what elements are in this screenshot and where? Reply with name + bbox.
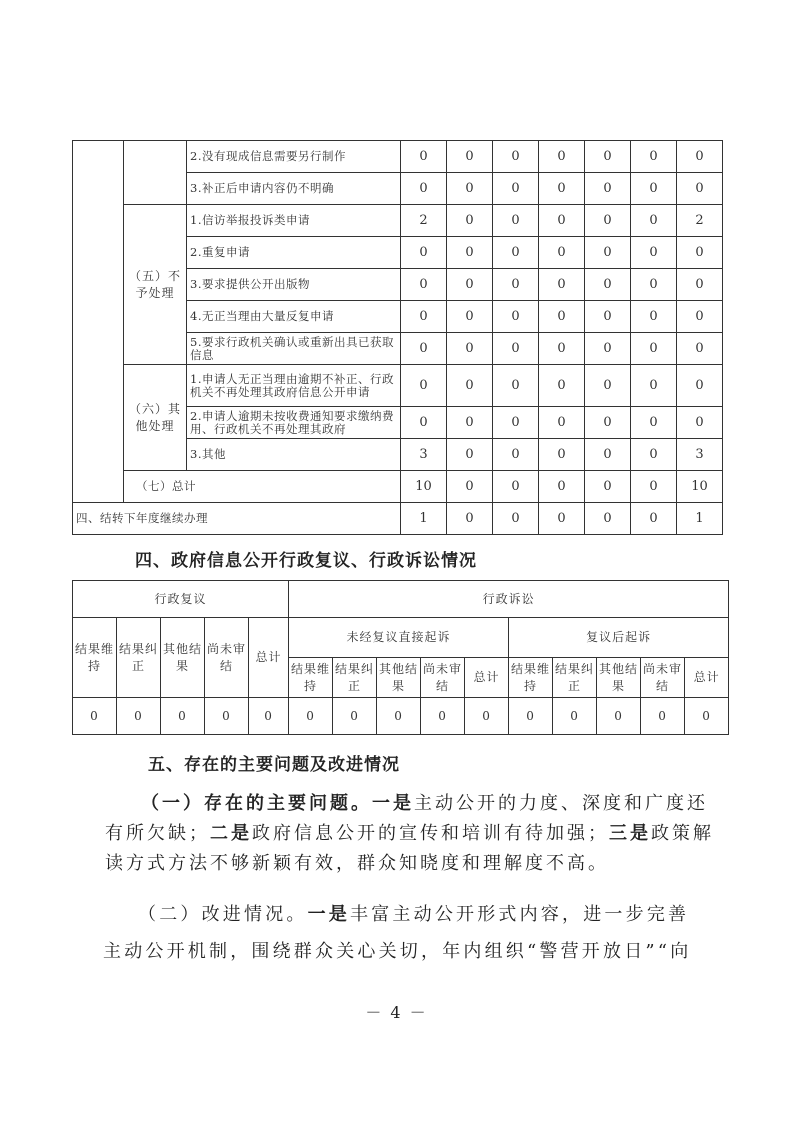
row-value: 0	[677, 269, 723, 301]
row-value: 0	[493, 407, 539, 439]
row-value: 0	[447, 269, 493, 301]
row-value: 0	[493, 301, 539, 333]
row-value: 0	[447, 439, 493, 471]
row-value: 0	[447, 237, 493, 269]
row-label: 3.其他	[187, 439, 401, 471]
section5-heading: 五、存在的主要问题及改进情况	[148, 755, 400, 775]
row-value: 0	[631, 439, 677, 471]
row-value: 0	[401, 173, 447, 205]
row-value: 0	[493, 439, 539, 471]
row-value: 0	[585, 269, 631, 301]
carry-over-value: 0	[493, 503, 539, 535]
row-value: 0	[539, 439, 585, 471]
row-value: 0	[677, 365, 723, 407]
row-value: 0	[539, 141, 585, 173]
row-label: 1.信访举报投诉类申请	[187, 205, 401, 237]
application-handling-table	[72, 140, 723, 535]
post-col-0: 结果维持	[509, 658, 553, 698]
row-value: 0	[585, 205, 631, 237]
admin-litigation-header: 行政诉讼	[289, 581, 729, 618]
row-value: 0	[585, 301, 631, 333]
review-litigation-value: 0	[333, 698, 377, 735]
row-value: 0	[631, 173, 677, 205]
category-not-processed: （五）不予处理	[124, 205, 187, 365]
row-value: 0	[631, 269, 677, 301]
row-value: 0	[631, 237, 677, 269]
direct-col-2: 其他结果	[377, 658, 421, 698]
direct-suit-header: 未经复议直接起诉	[289, 618, 509, 658]
review-litigation-value: 0	[73, 698, 117, 735]
row-label: 3.补正后申请内容仍不明确	[187, 173, 401, 205]
carry-over-value: 1	[677, 503, 723, 535]
row-value: 0	[631, 333, 677, 365]
row-value: 0	[493, 237, 539, 269]
row-value: 0	[401, 333, 447, 365]
row-value: 2	[677, 205, 723, 237]
row-value: 0	[447, 365, 493, 407]
problems-paragraph	[105, 789, 717, 879]
review-litigation-value: 0	[249, 698, 289, 735]
post-col-3: 尚未审结	[641, 658, 685, 698]
row-value: 0	[401, 301, 447, 333]
total-value: 10	[401, 471, 447, 503]
point3-text: 政策解读方式方法不够新颖有效，群众知晓度和理解度不高。	[105, 823, 714, 874]
row-label: 3.要求提供公开出版物	[187, 269, 401, 301]
row-value: 0	[401, 407, 447, 439]
row-value: 0	[677, 301, 723, 333]
row-value: 0	[677, 173, 723, 205]
carry-over-row	[73, 503, 723, 535]
carry-over-value: 1	[401, 503, 447, 535]
review-litigation-value: 0	[289, 698, 333, 735]
total-value: 0	[585, 471, 631, 503]
row-value: 0	[493, 365, 539, 407]
problems-lead: （一）存在的主要问题。	[141, 793, 372, 814]
row-value: 0	[677, 141, 723, 173]
point1-label: 一是	[372, 793, 414, 814]
point2-text: 政府信息公开的宣传和培训有待加强；	[252, 823, 609, 844]
row-value: 0	[493, 205, 539, 237]
total-value: 0	[539, 471, 585, 503]
improvement-point1-label: 一是	[307, 904, 351, 925]
improvement-lead: （二）改进情况。	[138, 904, 308, 925]
row-value: 0	[401, 269, 447, 301]
direct-col-3: 尚未审结	[421, 658, 465, 698]
row-value: 0	[539, 365, 585, 407]
review-litigation-value: 0	[117, 698, 161, 735]
row-value: 0	[631, 141, 677, 173]
row-value: 0	[493, 333, 539, 365]
page-number: － 4 －	[365, 1003, 428, 1022]
point2-label: 二是	[210, 823, 252, 844]
row-value: 0	[677, 407, 723, 439]
row-value: 0	[447, 407, 493, 439]
outer-category-cell	[73, 141, 124, 503]
row-value: 3	[401, 439, 447, 471]
row-value: 0	[631, 365, 677, 407]
row-value: 0	[585, 141, 631, 173]
row-value: 0	[539, 407, 585, 439]
table-row	[73, 141, 723, 173]
total-row	[73, 471, 723, 503]
row-value: 0	[447, 141, 493, 173]
review-col-0: 结果维持	[73, 618, 117, 698]
row-value: 0	[631, 205, 677, 237]
direct-col-4: 总计	[465, 658, 509, 698]
review-litigation-value: 0	[509, 698, 553, 735]
carry-over-value: 0	[447, 503, 493, 535]
total-value: 0	[631, 471, 677, 503]
row-value: 0	[631, 407, 677, 439]
table-row	[73, 365, 723, 407]
point3-label: 三是	[609, 823, 651, 844]
row-value: 0	[493, 173, 539, 205]
improvement-line2: 主动公开机制，围绕群众关心关切，年内组织“警营开放日”“向	[103, 941, 692, 962]
row-value: 0	[401, 141, 447, 173]
review-litigation-value: 0	[685, 698, 729, 735]
row-value: 0	[447, 333, 493, 365]
row-label: 2.重复申请	[187, 237, 401, 269]
row-value: 0	[631, 301, 677, 333]
carry-over-value: 0	[539, 503, 585, 535]
row-value: 0	[585, 173, 631, 205]
improvement-line1	[138, 900, 758, 926]
review-litigation-value: 0	[553, 698, 597, 735]
row-label: 2.申请人逾期未按收费通知要求缴纳费用、行政机关不再处理其政府	[187, 407, 401, 439]
row-value: 0	[447, 205, 493, 237]
row-value: 0	[585, 333, 631, 365]
carry-over-label: 四、结转下年度继续办理	[73, 503, 401, 535]
row-value: 0	[585, 365, 631, 407]
row-value: 0	[493, 269, 539, 301]
row-value: 0	[677, 333, 723, 365]
review-litigation-value: 0	[205, 698, 249, 735]
post-col-2: 其他结果	[597, 658, 641, 698]
row-value: 0	[585, 237, 631, 269]
review-litigation-value: 0	[465, 698, 509, 735]
row-value: 0	[539, 237, 585, 269]
review-litigation-value: 0	[421, 698, 465, 735]
row-value: 0	[677, 237, 723, 269]
total-label: （七）总计	[124, 471, 401, 503]
post-col-1: 结果纠正	[553, 658, 597, 698]
row-value: 0	[539, 205, 585, 237]
admin-review-header: 行政复议	[73, 581, 289, 618]
review-litigation-value: 0	[641, 698, 685, 735]
row-label: 1.申请人无正当理由逾期不补正、行政机关不再处理其政府信息公开申请	[187, 365, 401, 407]
improvement-line1-text: 丰富主动公开形式内容，进一步完善	[350, 904, 690, 925]
row-label: 4.无正当理由大量反复申请	[187, 301, 401, 333]
review-col-1: 结果纠正	[117, 618, 161, 698]
row-value: 0	[539, 269, 585, 301]
direct-col-0: 结果维持	[289, 658, 333, 698]
row-value: 0	[585, 407, 631, 439]
review-litigation-value: 0	[597, 698, 641, 735]
post-col-4: 总计	[685, 658, 729, 698]
row-label: 2.没有现成信息需要另行制作	[187, 141, 401, 173]
row-label: 5.要求行政机关确认或重新出具已获取信息	[187, 333, 401, 365]
row-value: 0	[585, 439, 631, 471]
category-other-handling: （六）其他处理	[124, 365, 187, 471]
table-row	[73, 205, 723, 237]
review-col-4: 总计	[249, 618, 289, 698]
previous-category-cell	[124, 141, 187, 205]
review-col-3: 尚未审结	[205, 618, 249, 698]
row-value: 0	[401, 365, 447, 407]
row-value: 0	[447, 301, 493, 333]
section4-heading: 四、政府信息公开行政复议、行政诉讼情况	[135, 551, 477, 571]
row-value: 0	[493, 141, 539, 173]
row-value: 2	[401, 205, 447, 237]
row-value: 0	[539, 173, 585, 205]
point1-text: 主动公开的力度、深度和广度还有所欠缺；	[105, 793, 708, 844]
row-value: 0	[447, 173, 493, 205]
review-litigation-value: 0	[161, 698, 205, 735]
row-value: 0	[539, 333, 585, 365]
row-value: 0	[539, 301, 585, 333]
carry-over-value: 0	[585, 503, 631, 535]
review-litigation-table	[72, 580, 729, 735]
row-value: 3	[677, 439, 723, 471]
review-col-2: 其他结果	[161, 618, 205, 698]
direct-col-1: 结果纠正	[333, 658, 377, 698]
post-review-suit-header: 复议后起诉	[509, 618, 729, 658]
review-litigation-value: 0	[377, 698, 421, 735]
total-value: 0	[493, 471, 539, 503]
total-value: 10	[677, 471, 723, 503]
total-value: 0	[447, 471, 493, 503]
row-value: 0	[401, 237, 447, 269]
carry-over-value: 0	[631, 503, 677, 535]
